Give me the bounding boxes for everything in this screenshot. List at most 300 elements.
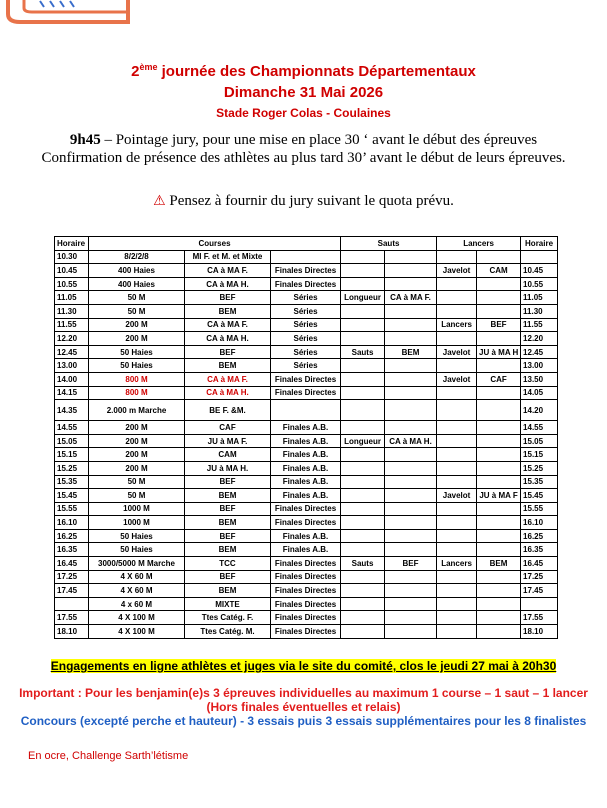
cell-categorie: MI F. et M. et Mixte: [185, 250, 271, 264]
cell-saut-categorie: CA à MA F.: [385, 291, 437, 305]
event-venue: Stade Roger Colas - Coulaines: [216, 106, 391, 120]
cell-saut: [341, 543, 385, 557]
cell-lancer: [437, 502, 477, 516]
warning-text: Pensez à fournir du jury suivant le quota prévu.: [169, 193, 454, 209]
cell-phase: Finales Directes: [271, 625, 341, 639]
header-horaire-right: Horaire: [521, 237, 558, 251]
cell-saut-categorie: [385, 597, 437, 611]
cell-lancer-categorie: [477, 597, 521, 611]
cell-horaire: 10.55: [55, 277, 89, 291]
cell-phase: Finales Directes: [271, 570, 341, 584]
cell-lancer: [437, 584, 477, 598]
schedule-table: [54, 236, 558, 639]
table-row: [55, 448, 558, 462]
cell-distance: 50 Haies: [89, 543, 185, 557]
cell-saut-categorie: [385, 359, 437, 373]
cell-lancer-categorie: [477, 570, 521, 584]
cell-horaire-right: 15.55: [521, 502, 558, 516]
cell-saut-categorie: BEM: [385, 345, 437, 359]
cell-horaire-right: 16.10: [521, 516, 558, 530]
cell-saut: [341, 332, 385, 346]
cell-horaire: 15.15: [55, 448, 89, 462]
cell-lancer-categorie: [477, 291, 521, 305]
logo-track-graphic: [0, 0, 130, 38]
cell-phase: Finales A.B.: [271, 434, 341, 448]
cell-distance: 800 M: [89, 386, 185, 400]
cell-saut: Sauts: [341, 345, 385, 359]
cell-lancer-categorie: [477, 611, 521, 625]
cell-distance: 50 Haies: [89, 345, 185, 359]
cell-lancer-categorie: JU à MA F: [477, 489, 521, 503]
cell-phase: Finales A.B.: [271, 529, 341, 543]
cell-lancer-categorie: [477, 359, 521, 373]
cell-lancer-categorie: [477, 421, 521, 435]
cell-saut-categorie: [385, 277, 437, 291]
cell-distance: 200 M: [89, 318, 185, 332]
cell-horaire-right: 11.05: [521, 291, 558, 305]
cell-lancer: [437, 597, 477, 611]
cell-distance: 50 M: [89, 291, 185, 305]
cell-saut-categorie: CA à MA H.: [385, 434, 437, 448]
table-row: [55, 372, 558, 386]
cell-horaire: 11.30: [55, 304, 89, 318]
cell-horaire-right: 13.00: [521, 359, 558, 373]
cell-phase: Finales Directes: [271, 611, 341, 625]
table-row: [55, 543, 558, 557]
cell-lancer: [437, 475, 477, 489]
cell-saut-categorie: [385, 625, 437, 639]
cell-horaire: [55, 597, 89, 611]
cell-lancer: [437, 359, 477, 373]
cell-lancer-categorie: [477, 543, 521, 557]
cell-distance: 50 M: [89, 489, 185, 503]
table-row: [55, 625, 558, 639]
cell-distance: 400 Haies: [89, 277, 185, 291]
cell-distance: 4 X 60 M: [89, 570, 185, 584]
cell-categorie: Ttes Catég. M.: [185, 625, 271, 639]
cell-lancer-categorie: [477, 277, 521, 291]
table-row: [55, 304, 558, 318]
cell-saut: [341, 625, 385, 639]
cell-saut-categorie: [385, 448, 437, 462]
cell-lancer: [437, 332, 477, 346]
cell-saut: [341, 277, 385, 291]
table-row: [55, 386, 558, 400]
cell-distance: 4 X 60 M: [89, 584, 185, 598]
cell-lancer-categorie: CAM: [477, 264, 521, 278]
cell-saut-categorie: [385, 584, 437, 598]
cell-phase: Finales Directes: [271, 557, 341, 571]
cell-saut-categorie: [385, 264, 437, 278]
table-row: [55, 359, 558, 373]
cell-saut: [341, 264, 385, 278]
cell-horaire: 16.25: [55, 529, 89, 543]
cell-saut-categorie: [385, 502, 437, 516]
cell-lancer-categorie: [477, 434, 521, 448]
cell-lancer: [437, 448, 477, 462]
cell-distance: 1000 M: [89, 516, 185, 530]
event-date: Dimanche 31 Mai 2026: [223, 84, 384, 101]
cell-phase: Séries: [271, 291, 341, 305]
cell-lancer: Javelot: [437, 489, 477, 503]
table-row: [55, 318, 558, 332]
cell-horaire-right: 16.35: [521, 543, 558, 557]
cell-saut-categorie: [385, 400, 437, 421]
cell-horaire-right: 15.25: [521, 461, 558, 475]
cell-distance: 200 M: [89, 448, 185, 462]
cell-phase: Finales Directes: [271, 372, 341, 386]
cell-categorie: CA à MA H.: [185, 332, 271, 346]
cell-distance: 2.000 m Marche: [89, 400, 185, 421]
cell-horaire: 15.25: [55, 461, 89, 475]
table-row: [55, 345, 558, 359]
cell-categorie: BEF: [185, 345, 271, 359]
cell-categorie: BEF: [185, 529, 271, 543]
cell-categorie: BEF: [185, 475, 271, 489]
cell-saut: Longueur: [341, 291, 385, 305]
cell-categorie: CA à MA F.: [185, 372, 271, 386]
cell-horaire: 16.10: [55, 516, 89, 530]
cell-horaire-right: [521, 250, 558, 264]
cell-categorie: CAM: [185, 448, 271, 462]
cell-lancer: Lancers: [437, 557, 477, 571]
jury-warning: [0, 193, 607, 210]
cell-categorie: CA à MA H.: [185, 386, 271, 400]
cell-horaire: 11.55: [55, 318, 89, 332]
cell-horaire-right: 18.10: [521, 625, 558, 639]
cell-horaire-right: 12.45: [521, 345, 558, 359]
cell-lancer: [437, 291, 477, 305]
table-row: [55, 434, 558, 448]
cell-lancer-categorie: [477, 502, 521, 516]
cell-saut-categorie: [385, 543, 437, 557]
table-row: [55, 557, 558, 571]
cell-saut: [341, 372, 385, 386]
cell-horaire: 15.05: [55, 434, 89, 448]
table-header-row: [55, 237, 558, 251]
cell-lancer: Lancers: [437, 318, 477, 332]
cell-categorie: JU à MA F.: [185, 434, 271, 448]
cell-categorie: CAF: [185, 421, 271, 435]
cell-saut-categorie: [385, 529, 437, 543]
cell-distance: 4 X 100 M: [89, 611, 185, 625]
cell-horaire: 16.45: [55, 557, 89, 571]
cell-horaire: 17.45: [55, 584, 89, 598]
cell-phase: Finales Directes: [271, 516, 341, 530]
table-row: [55, 475, 558, 489]
cell-saut-categorie: [385, 318, 437, 332]
cell-distance: 1000 M: [89, 502, 185, 516]
cell-lancer: [437, 611, 477, 625]
cell-categorie: BEM: [185, 516, 271, 530]
cell-saut: [341, 448, 385, 462]
cell-saut-categorie: [385, 570, 437, 584]
cell-saut-categorie: [385, 611, 437, 625]
concours-notice: Concours (excepté perche et hauteur) - 3 essais puis 3 essais supplémentaires pour les 8 finalistes: [20, 714, 587, 728]
cell-lancer: Javelot: [437, 264, 477, 278]
cell-saut: [341, 597, 385, 611]
cell-saut-categorie: BEF: [385, 557, 437, 571]
cell-lancer-categorie: [477, 332, 521, 346]
intro-line-1: 9h45 – Pointage jury, pour une mise en place 30 ‘ avant le début des épreuves: [69, 132, 538, 148]
cell-saut: Longueur: [341, 434, 385, 448]
cell-saut-categorie: [385, 489, 437, 503]
cell-categorie: BE F. &M.: [185, 400, 271, 421]
cell-phase: Finales Directes: [271, 386, 341, 400]
cell-horaire-right: 16.45: [521, 557, 558, 571]
table-row: [55, 277, 558, 291]
cell-saut-categorie: [385, 304, 437, 318]
cell-horaire: 18.10: [55, 625, 89, 639]
cell-lancer-categorie: [477, 400, 521, 421]
cell-saut: [341, 529, 385, 543]
table-row: [55, 489, 558, 503]
cell-phase: Finales A.B.: [271, 543, 341, 557]
cell-horaire-right: 14.20: [521, 400, 558, 421]
cell-lancer-categorie: [477, 516, 521, 530]
cell-phase: Finales A.B.: [271, 461, 341, 475]
table-row: [55, 332, 558, 346]
cell-lancer-categorie: [477, 461, 521, 475]
cell-horaire: 17.55: [55, 611, 89, 625]
intro-line-2: Confirmation de présence des athlètes au plus tard 30’ avant le début de leurs épreuves.: [41, 150, 566, 166]
cell-categorie: BEM: [185, 489, 271, 503]
cell-phase: Séries: [271, 332, 341, 346]
cell-saut: [341, 611, 385, 625]
cell-lancer-categorie: [477, 304, 521, 318]
cell-phase: [271, 400, 341, 421]
cell-lancer-categorie: [477, 448, 521, 462]
cell-horaire-right: 15.45: [521, 489, 558, 503]
cell-saut-categorie: [385, 475, 437, 489]
cell-categorie: TCC: [185, 557, 271, 571]
cell-categorie: CA à MA H.: [185, 277, 271, 291]
table-row: [55, 597, 558, 611]
cell-lancer: [437, 543, 477, 557]
cell-distance: 8/2/2/8: [89, 250, 185, 264]
table-row: [55, 516, 558, 530]
cell-horaire: 15.45: [55, 489, 89, 503]
cell-distance: 200 M: [89, 461, 185, 475]
cell-distance: 50 Haies: [89, 359, 185, 373]
cell-saut: [341, 304, 385, 318]
cell-saut: [341, 318, 385, 332]
cell-horaire: 10.30: [55, 250, 89, 264]
cell-lancer-categorie: CAF: [477, 372, 521, 386]
cell-saut-categorie: [385, 386, 437, 400]
header-lancers: Lancers: [437, 237, 521, 251]
important-notice-note: (Hors finales éventuelles et relais): [206, 700, 401, 714]
table-row: [55, 570, 558, 584]
important-notice: Important : Pour les benjamin(e)s 3 épreuves individuelles au maximum 1 course – 1 saut – 1 lancer: [19, 686, 588, 700]
cell-phase: Finales Directes: [271, 584, 341, 598]
cell-lancer-categorie: JU à MA H: [477, 345, 521, 359]
cell-horaire-right: 16.25: [521, 529, 558, 543]
cell-distance: 50 M: [89, 475, 185, 489]
cell-lancer-categorie: [477, 475, 521, 489]
cell-categorie: JU à MA H.: [185, 461, 271, 475]
cell-phase: Finales A.B.: [271, 448, 341, 462]
cell-horaire-right: [521, 597, 558, 611]
cell-horaire-right: 15.35: [521, 475, 558, 489]
cell-lancer: [437, 625, 477, 639]
table-row: [55, 611, 558, 625]
cell-saut-categorie: [385, 332, 437, 346]
cell-horaire: 13.00: [55, 359, 89, 373]
cell-horaire: 15.55: [55, 502, 89, 516]
cell-phase: Finales Directes: [271, 277, 341, 291]
cell-lancer: [437, 304, 477, 318]
cell-horaire-right: 17.25: [521, 570, 558, 584]
cell-horaire-right: 14.05: [521, 386, 558, 400]
cell-phase: Finales Directes: [271, 264, 341, 278]
cell-saut: [341, 584, 385, 598]
cell-saut-categorie: [385, 461, 437, 475]
cell-distance: 50 M: [89, 304, 185, 318]
cell-lancer-categorie: [477, 250, 521, 264]
cell-saut: Sauts: [341, 557, 385, 571]
cell-distance: 3000/5000 M Marche: [89, 557, 185, 571]
cell-categorie: Ttes Catég. F.: [185, 611, 271, 625]
cell-horaire-right: 15.05: [521, 434, 558, 448]
table-row: [55, 502, 558, 516]
cell-categorie: CA à MA F.: [185, 318, 271, 332]
cell-lancer: Javelot: [437, 345, 477, 359]
cell-saut-categorie: [385, 421, 437, 435]
cell-lancer-categorie: [477, 584, 521, 598]
cell-saut-categorie: [385, 516, 437, 530]
cell-lancer: [437, 570, 477, 584]
cell-phase: Finales A.B.: [271, 489, 341, 503]
cell-distance: 200 M: [89, 421, 185, 435]
cell-lancer-categorie: BEM: [477, 557, 521, 571]
cell-phase: Séries: [271, 304, 341, 318]
cell-horaire: 14.35: [55, 400, 89, 421]
header-horaire: Horaire: [55, 237, 89, 251]
cell-horaire: 12.20: [55, 332, 89, 346]
cell-horaire: 15.35: [55, 475, 89, 489]
cell-horaire: 17.25: [55, 570, 89, 584]
cell-lancer: [437, 529, 477, 543]
cell-saut: [341, 421, 385, 435]
table-row: [55, 264, 558, 278]
cell-lancer: Javelot: [437, 372, 477, 386]
cell-distance: 4 X 100 M: [89, 625, 185, 639]
cell-horaire-right: 13.50: [521, 372, 558, 386]
page-title: 2ème journée des Championnats Départementaux: [131, 62, 476, 80]
table-row: [55, 250, 558, 264]
cell-horaire: 11.05: [55, 291, 89, 305]
cell-lancer: [437, 277, 477, 291]
cell-horaire-right: 17.45: [521, 584, 558, 598]
cell-lancer-categorie: [477, 386, 521, 400]
cell-lancer-categorie: [477, 529, 521, 543]
cell-saut: [341, 489, 385, 503]
table-row: [55, 291, 558, 305]
cell-distance: 50 Haies: [89, 529, 185, 543]
cell-lancer: [437, 386, 477, 400]
cell-phase: Séries: [271, 359, 341, 373]
cell-phase: Finales Directes: [271, 597, 341, 611]
cell-distance: 800 M: [89, 372, 185, 386]
cell-phase: Finales Directes: [271, 502, 341, 516]
cell-horaire-right: 10.45: [521, 264, 558, 278]
cell-categorie: MIXTE: [185, 597, 271, 611]
header-sauts: Sauts: [341, 237, 437, 251]
cell-lancer-categorie: BEF: [477, 318, 521, 332]
cell-horaire-right: 14.55: [521, 421, 558, 435]
cell-horaire-right: 12.20: [521, 332, 558, 346]
cell-distance: 400 Haies: [89, 264, 185, 278]
cell-horaire: 10.45: [55, 264, 89, 278]
cell-categorie: BEM: [185, 584, 271, 598]
header-courses: Courses: [89, 237, 341, 251]
cell-categorie: BEF: [185, 291, 271, 305]
cell-saut: [341, 570, 385, 584]
cell-horaire: 14.15: [55, 386, 89, 400]
cell-lancer: [437, 421, 477, 435]
cell-horaire: 12.45: [55, 345, 89, 359]
cell-lancer: [437, 516, 477, 530]
cell-distance: 4 x 60 M: [89, 597, 185, 611]
cell-lancer: [437, 434, 477, 448]
table-row: [55, 421, 558, 435]
cell-saut: [341, 386, 385, 400]
cell-horaire-right: 10.55: [521, 277, 558, 291]
cell-phase: Séries: [271, 318, 341, 332]
table-row: [55, 400, 558, 421]
cell-distance: 200 M: [89, 332, 185, 346]
cell-categorie: BEM: [185, 304, 271, 318]
table-row: [55, 529, 558, 543]
cell-distance: 200 M: [89, 434, 185, 448]
cell-saut: [341, 359, 385, 373]
cell-lancer-categorie: [477, 625, 521, 639]
cell-saut: [341, 516, 385, 530]
cell-lancer: [437, 461, 477, 475]
cell-lancer: [437, 400, 477, 421]
cell-lancer: [437, 250, 477, 264]
cell-saut: [341, 475, 385, 489]
cell-phase: Finales A.B.: [271, 475, 341, 489]
cell-saut: [341, 400, 385, 421]
cell-horaire-right: 17.55: [521, 611, 558, 625]
cell-horaire-right: 15.15: [521, 448, 558, 462]
ocre-legend: En ocre, Challenge Sarth’létisme: [28, 750, 189, 762]
cell-saut-categorie: [385, 250, 437, 264]
cell-saut-categorie: [385, 372, 437, 386]
cell-categorie: BEM: [185, 543, 271, 557]
engagements-notice: Engagements en ligne athlètes et juges via le site du comité, clos le jeudi 27 mai à 20h30: [50, 659, 557, 673]
cell-saut: [341, 461, 385, 475]
cell-categorie: CA à MA F.: [185, 264, 271, 278]
cell-horaire-right: 11.30: [521, 304, 558, 318]
cell-phase: [271, 250, 341, 264]
cell-saut: [341, 250, 385, 264]
cell-horaire: 16.35: [55, 543, 89, 557]
cell-categorie: BEM: [185, 359, 271, 373]
cell-horaire: 14.00: [55, 372, 89, 386]
cell-phase: Séries: [271, 345, 341, 359]
table-row: [55, 584, 558, 598]
cell-horaire-right: 11.55: [521, 318, 558, 332]
cell-categorie: BEF: [185, 502, 271, 516]
cell-categorie: BEF: [185, 570, 271, 584]
cell-saut: [341, 502, 385, 516]
cell-horaire: 14.55: [55, 421, 89, 435]
table-row: [55, 461, 558, 475]
warning-icon: ⚠: [153, 194, 166, 209]
